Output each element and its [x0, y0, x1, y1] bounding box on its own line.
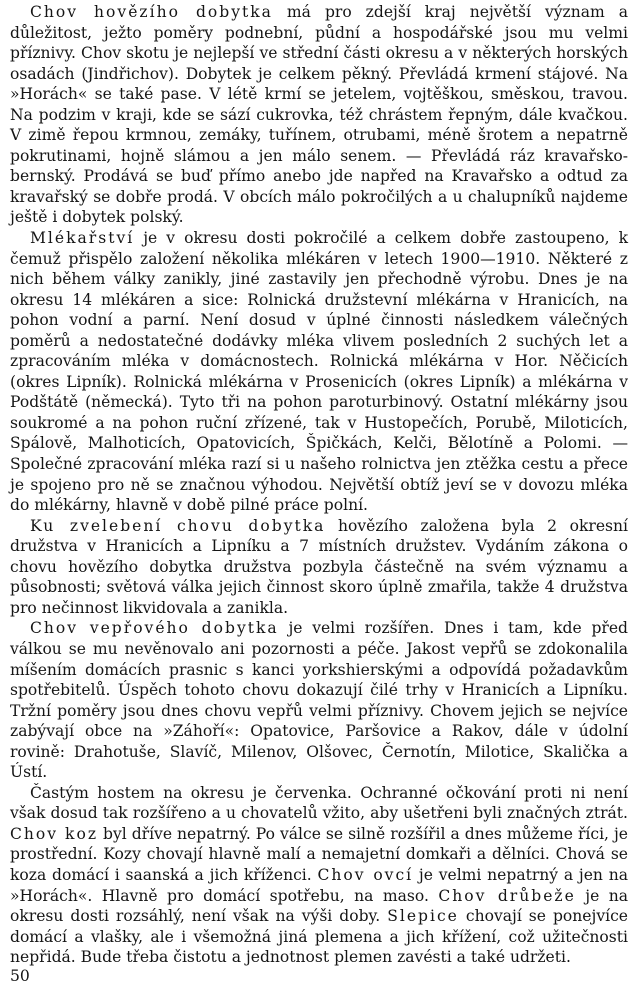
paragraph-text: je na okresu dosti rozsáhlý, není však na výši doby. — [10, 886, 629, 926]
body-text — [10, 2, 628, 968]
spaced-emphasis: Chov ovcí — [317, 865, 414, 884]
spaced-emphasis: Chov hovězího dobytka — [30, 3, 273, 21]
spaced-emphasis: Ku zvelebení chovu dobytka — [30, 516, 326, 535]
paragraph — [10, 516, 628, 619]
paragraph-text: má pro zdejší kraj největší význam a důležitost, ježto poměry podnební, půdní a hospodářské jsou mu velmi příznivy. Chov skotu je nejlepší ve střední části okresu a v některých horských osadách (Jindřichov). Dobytek je celkem pěkný. Převládá krmení stájové. Na »Horách« se také pase. V létě krmí se jetelem, vojtěškou, směskou, travou. Na podzim v kraji, kde se sází cukrovka, též chrástem řepným, dále kvačkou. V zimě řepou krmnou, zemáky, tuřínem, otrubami, méně šrotem a nepatrně pokrutinami, hojně slámou a jen málo senem. — Převládá ráz kravařsko-bernský. Prodává se buď přímo anebo jde napřed na Kravařsko a odtud za kravařský se dobře prodá. V obcích málo pokročilých a u chalupníků najdeme ještě i dobytek polský. — [10, 3, 628, 227]
page-number: 50 — [10, 967, 30, 985]
paragraph-text: je velmi rozšířen. Dnes i tam, kde před válkou se mu nevěnovalo ani pozornosti a péče. Jakost vepřů se zdokonalila míšením domácích prasnic s kanci yorkshierskými a odpovídá požadavkům spotřebitelů. Úspěch tohoto chovu dokazují čilé trhy v Hranicích a Lipníku. Tržní poměry jsou dnes chovu vepřů velmi příznivy. Chovem jejich se nejvíce zabývají obce na »Záhoří«: Opatovice, Paršovice a Rakov, dále v údolní rovině: Drahotuše, Slavíč, Milenov, Olšovec, Černotín, Milotice, Skalička a Ústí. — [10, 619, 628, 782]
spaced-emphasis: Chov koz — [10, 824, 99, 843]
paragraph — [10, 2, 628, 228]
paragraph-text: je v okresu dosti pokročilé a celkem dobře zastoupeno, k čemuž přispělo založení několika mlékáren v letech 1900—1910. Některé z nich během války zanikly, jiné zastavily jen přechodně výrobu. Dnes je na okresu 14 mlékáren a sice: Rolnická družstevní mlékárna v Hranicích, na pohon vodní a parní. Není dosud v úplné činnosti následkem válečných poměrů a nedostatečné dodávky mléka vlivem posledních 2 suchých let a zpracováním mléka v domácnostech. Rolnická mlékárna v Hor. Něčicích (okres Lipník). Rolnická mlékárna v Prosenicích (okres Lipník) a mlékárna v Podštátě (německá). Tyto tři na pohon paroturbinový. Ostatní mlékárny jsou soukromé a na pohon ruční zřízené, tak v Hustopečích, Porubě, Miloticích, Spálově, Malhoticích, Opatovicích, Špičkách, Kelči, Bělotíně a Polomi. — Společné zpracování mléka razí si u našeho rolnictva jen ztěžka cestu a přece je spojeno pro ně se značnou výhodou. Největší obtíž jeví se v dovozu mléka do mlékárny, hlavně v době pilné práce polní. — [10, 229, 628, 515]
paragraph — [10, 228, 628, 516]
paragraph-text: chovají se ponejvíce domácí a vlašky, ale i všemožná jiná plemena a jich křížení, což užitečnosti nepřidá. Bude třeba čistotu a jednotnost plemen zavésti a také udržeti. — [10, 907, 628, 967]
spaced-emphasis: Chov drůbeže — [438, 886, 576, 905]
paragraph-text: byl dříve nepatrný. Po válce se silně rozšířil a dnes můžeme říci, je prostřední. Kozy chovají hlavně malí a nemajetní domkaři a dělníci. Chová se koza domácí i saanská a jich kříženci. — [10, 824, 628, 884]
spaced-emphasis: Slepice — [387, 907, 459, 926]
paragraph-text: hovězího založena byla 2 okresní družstva v Hranicích a Lipníku a 7 místních družstev. Vydáním zákona o chovu hovězího dobytka družstva pozbyla částečně na svém významu a působnosti; světová válka jejich činnost skoro úplně zmařila, takže 4 družstva pro nečinnost likvidovala a zanikla. — [10, 516, 628, 617]
spaced-emphasis: Mlékařství — [30, 229, 135, 248]
paragraph-text: je velmi nepatrný a jen na »Horách«. Hlavně pro domácí spotřebu, na maso. — [10, 865, 628, 905]
spaced-emphasis: Chov vepřového dobytka — [30, 619, 279, 638]
paragraph-text: Častým hostem na okresu je červenka. Ochranné očkování proti ni není však dosud tak rozšířeno a u chovatelů vžito, aby ušetřeni byli značných ztrát. — [10, 783, 628, 823]
paragraph — [10, 783, 628, 968]
paragraph — [10, 618, 628, 782]
